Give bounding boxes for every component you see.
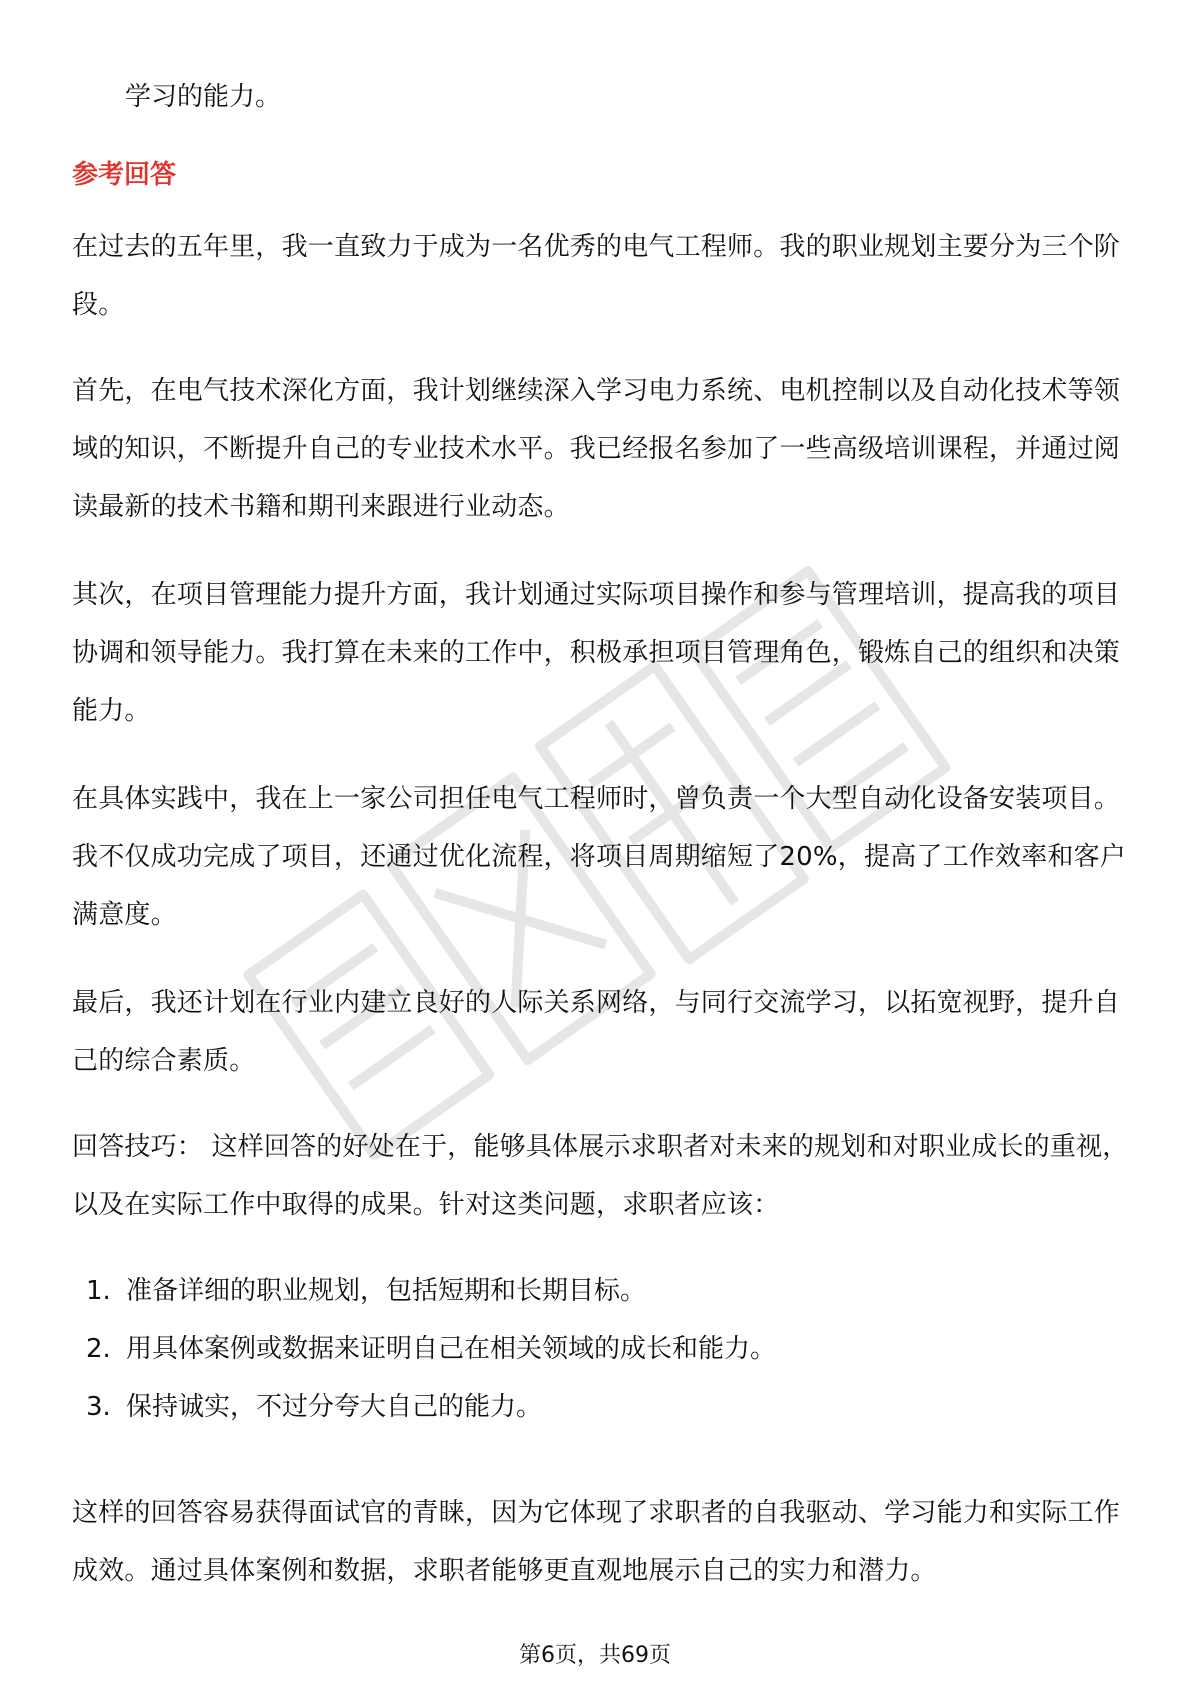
list-item-text: 用具体案例或数据来证明自己在相关领域的成长和能力。 <box>126 1334 777 1364</box>
list-item <box>86 1320 776 1378</box>
section-title: 参考回答 <box>72 160 177 190</box>
list-item-text: 保持诚实，不过分夸大自己的能力。 <box>126 1392 543 1422</box>
list-item <box>86 1378 776 1436</box>
list-item-number: 2. <box>86 1334 111 1364</box>
paragraph-conclusion: 这样的回答容易获得面试官的青睐，因为它体现了求职者的自我驱动、学习能力和实际工作成效。通过具体案例和数据，求职者能够更直观地展示自己的实力和潜力。 <box>72 1498 1121 1586</box>
paragraph-tips: 回答技巧： 这样回答的好处在于，能够具体展示求职者对未来的规划和对职业成长的重视，以及在实际工作中取得的成果。针对这类问题，求职者应该： <box>72 1132 1129 1220</box>
paragraph-practice: 在具体实践中，我在上一家公司担任电气工程师时，曾负责一个大型自动化设备安装项目。我不仅成功完成了项目，还通过优化流程，将项目周期缩短了20%，提高了工作效率和客户满意度。 <box>72 784 1126 930</box>
page-number-footer: 第6页，共69页 <box>519 1643 671 1668</box>
paragraph-networking: 最后，我还计划在行业内建立良好的人际关系网络，与同行交流学习，以拓宽视野，提升自己的综合素质。 <box>72 988 1121 1076</box>
list-item-number: 3. <box>86 1392 111 1422</box>
paragraph-technical: 首先，在电气技术深化方面，我计划继续深入学习电力系统、电机控制以及自动化技术等领域的知识，不断提升自己的专业技术水平。我已经报名参加了一些高级培训课程，并通过阅读最新的技术书籍和期刊来跟进行业动态。 <box>72 376 1121 522</box>
continuation-line: 学习的能力。 <box>125 82 282 112</box>
paragraph-intro: 在过去的五年里，我一直致力于成为一名优秀的电气工程师。我的职业规划主要分为三个阶段。 <box>72 232 1121 320</box>
list-item-text: 准备详细的职业规划，包括短期和长期目标。 <box>126 1276 647 1306</box>
list-item-number: 1. <box>86 1276 111 1306</box>
tips-list <box>86 1262 776 1436</box>
paragraph-management: 其次，在项目管理能力提升方面，我计划通过实际项目操作和参与管理培训，提高我的项目协调和领导能力。我打算在未来的工作中，积极承担项目管理角色，锻炼自己的组织和决策能力。 <box>72 580 1121 726</box>
list-item <box>86 1262 776 1320</box>
